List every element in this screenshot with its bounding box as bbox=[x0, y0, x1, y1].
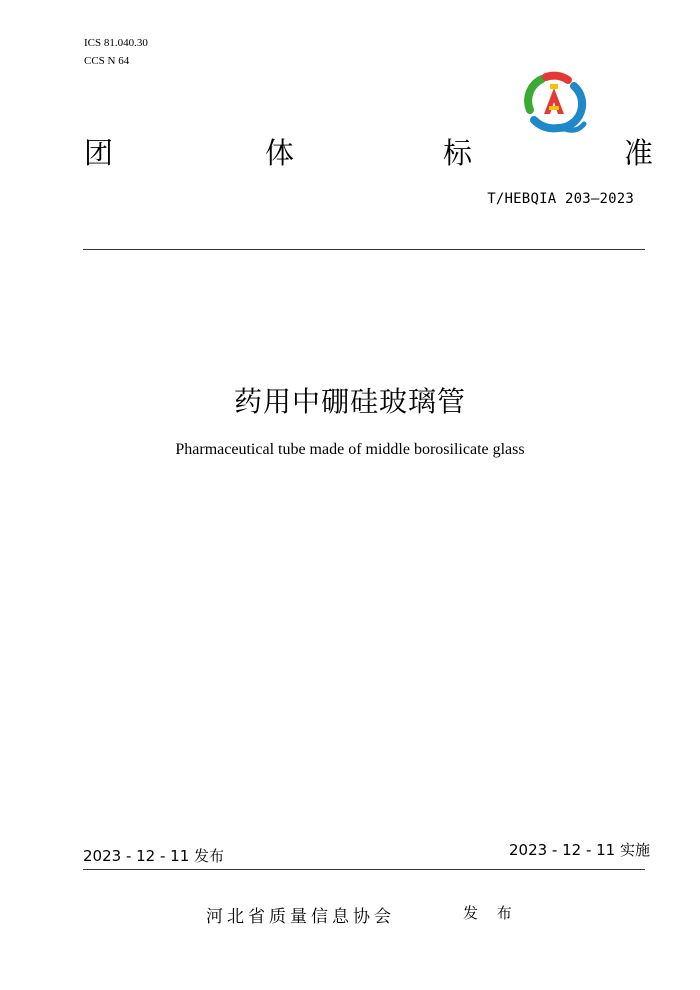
footer-divider bbox=[83, 869, 645, 870]
issuing-organization: 河北省质量信息协会 bbox=[206, 907, 395, 927]
standard-type-char-3: 标 bbox=[443, 136, 473, 170]
document-title-english: Pharmaceutical tube made of middle borosilicate glass bbox=[175, 441, 525, 458]
publish-date: 2023 - 12 - 11 发布 bbox=[83, 847, 225, 865]
standard-type-char-2: 体 bbox=[265, 136, 295, 170]
document-title-chinese: 药用中硼硅玻璃管 bbox=[233, 385, 466, 418]
standard-number: T/HEBQIA 203—2023 bbox=[487, 191, 634, 207]
issue-label: 发 布 bbox=[463, 904, 519, 922]
standard-type-char-4: 准 bbox=[624, 136, 654, 170]
implement-date: 2023 - 12 - 11 实施 bbox=[508, 841, 650, 859]
association-logo-icon bbox=[518, 70, 590, 136]
header-divider bbox=[83, 249, 645, 250]
standard-type-char-1: 团 bbox=[84, 136, 114, 170]
ics-code: ICS 81.040.30 bbox=[84, 37, 148, 49]
ccs-code: CCS N 64 bbox=[84, 55, 130, 67]
